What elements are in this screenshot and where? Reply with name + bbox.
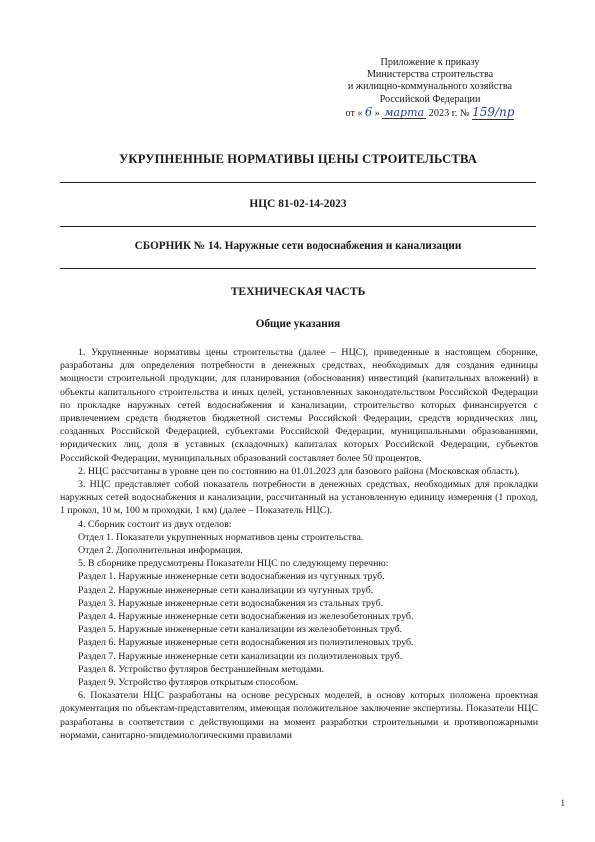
paragraph: 1. Укрупненные нормативы цены строительства (далее – НЦС), приведенные в настоящем сборнике, разработаны для определения потребности в денежных средствах, необходимых для создания единицы мощности строительной продукции, для планирования (обоснования) инвестиций (капитальных вложений) в объекты капитального строительства и иных целей, установленных законодательством Российской Федерации по прокладке наружных сетей водоснабжения и канализации, строительство которых финансируется с привлечением средств бюджетов бюджетной системы Российской Федерации, средств юридических лиц, созданных Российской Федерацией, субъектами Российской Федерации, муниципальными образованиями, юридических лиц, доля в уставных (складочных) капиталах которых Российской Федерации, субъектов Российской Федерации, муниципальных образований составляет более 50 процентов. — [60, 347, 538, 464]
approval-line: Российской Федерации — [379, 93, 481, 105]
list-item: Отдел 1. Показатели укрупненных нормативов цены строительства. — [78, 531, 364, 543]
date-mid: » — [374, 107, 380, 119]
paragraph: 4. Сборник состоит из двух отделов: — [78, 518, 232, 530]
paragraph: 3. НЦС представляет собой показатель потребности в денежных средствах, необходимых для прокладки наружных сетей водоснабжения и канализации, рассчитанный на установленную единицу измерения (1 проход, 1 прокол, 10 м, 100 м проходки, 1 км) (далее – Показатель НЦС). — [60, 479, 538, 517]
paragraph: 6. Показатели НЦС разработаны на основе ресурсных моделей, в основу которых положена проектная документация по объектам-представителям, имеющая положительное заключение экспертизы. Показатели НЦС разработаны в соответствии с действующими на момент разработки строительными и противопожарными нормами, санитарно-эпидемиологическими правилами — [60, 690, 538, 741]
paragraph: 5. В сборнике предусмотрены Показатели НЦС по следующему перечню: — [78, 558, 389, 570]
document-title: УКРУПНЕННЫЕ НОРМАТИВЫ ЦЕНЫ СТРОИТЕЛЬСТВА — [119, 152, 477, 166]
divider — [60, 268, 536, 269]
document-code: НЦС 81-02-14-2023 — [249, 198, 347, 210]
approval-block — [300, 57, 560, 120]
list-item: Раздел 9. Устройство футляров открытым способом. — [78, 677, 299, 689]
divider — [60, 226, 536, 227]
list-item: Раздел 1. Наружные инженерные сети водоснабжения из чугунных труб. — [78, 571, 385, 583]
list-item: Раздел 4. Наружные инженерные сети водоснабжения из железобетонных труб. — [78, 611, 414, 623]
page-number: 1 — [560, 798, 565, 808]
list-item: Раздел 6. Наружные инженерные сети водоснабжения из полиэтиленовых труб. — [78, 637, 414, 649]
section-heading: ТЕХНИЧЕСКАЯ ЧАСТЬ — [230, 285, 366, 298]
approval-date-line — [300, 106, 560, 120]
paragraph: 2. НЦС рассчитаны в уровне цен по состоянию на 01.01.2023 для базового района (Московская область). — [78, 465, 520, 477]
list-item: Раздел 7. Наружные инженерные сети канализации из полиэтиленовых труб. — [78, 650, 403, 662]
list-item: Раздел 5. Наружные инженерные сети канализации из железобетонных труб. — [78, 624, 403, 636]
handwritten-order-number: 159/пр — [472, 104, 515, 119]
date-year: 2023 г. № — [428, 107, 470, 119]
handwritten-month: марта — [382, 108, 426, 119]
divider — [60, 182, 536, 183]
list-item: Раздел 8. Устройство футляров бестраншейным методами. — [78, 663, 325, 675]
approval-line: Приложение к приказу — [380, 57, 480, 68]
subsection-heading: Общие указания — [255, 318, 341, 330]
handwritten-day: 6 — [364, 104, 373, 119]
list-item: Отдел 2. Дополнительная информация. — [78, 545, 243, 557]
list-item: Раздел 3. Наружные инженерные сети водоснабжения из стальных труб. — [78, 597, 384, 609]
approval-line: Министерства строительства — [366, 69, 494, 81]
collection-title: СБОРНИК № 14. Наружные сети водоснабжения и канализации — [134, 240, 462, 252]
document-body — [60, 346, 538, 742]
list-item: Раздел 2. Наружные инженерные сети канализации из чугунных труб. — [78, 584, 374, 596]
date-prefix: от « — [345, 107, 363, 119]
approval-line: и жилищно-коммунального хозяйства — [347, 81, 513, 93]
